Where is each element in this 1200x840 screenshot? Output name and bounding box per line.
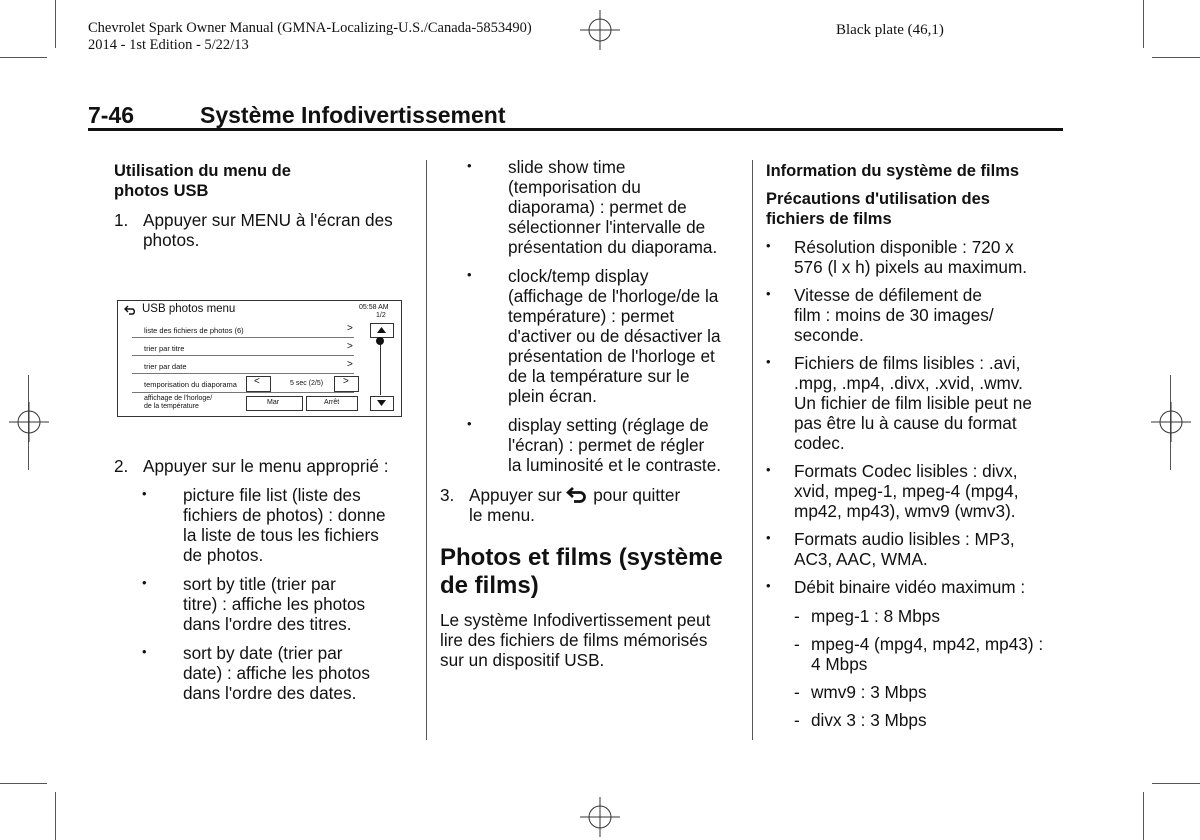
sub-list-item: - divx 3 : 3 Mbps <box>794 710 927 730</box>
crop-mark <box>1143 792 1144 840</box>
back-arrow-icon <box>124 305 137 315</box>
dash: - <box>794 710 800 730</box>
paragraph: Le système Infodivertissement peut lire des fichiers de films mémorisés sur un dispositif USB. <box>440 610 711 670</box>
list-item: • Vitesse de défilement de film : moins de 30 images/ seconde. <box>766 285 994 345</box>
edition-line: 2014 - 1st Edition - 5/22/13 <box>88 37 249 53</box>
crop-mark <box>1143 0 1144 48</box>
bullet: • <box>142 644 147 659</box>
sub-list-item: - mpeg-4 (mpg4, mp42, mp43) : 4 Mbps <box>794 634 1044 674</box>
list-item: • clock/temp display (affichage de l'horloge/de la température) : permet d'activer ou de désactiver la présentation de l'horloge et de la température sur le plein écran. <box>467 266 721 406</box>
dash: - <box>794 682 800 702</box>
bullet: • <box>766 578 771 593</box>
usb-photos-menu-screen <box>117 300 402 417</box>
menu-item-clock-temp: affichage de l'horloge/ de la température <box>144 395 213 410</box>
menu-item-photo-list[interactable]: liste des fichiers de photos (6) <box>144 326 244 335</box>
chevron-right-icon: > <box>347 341 353 352</box>
list-item: • slide show time (temporisation du diaporama) : permet de sélectionner l'intervalle de présentation du diaporama. <box>467 157 718 257</box>
bullet: • <box>467 158 472 173</box>
column-divider <box>752 160 753 740</box>
bullet: • <box>766 462 771 477</box>
list-item: • Formats audio lisibles : MP3, AC3, AAC, WMA. <box>766 529 1015 569</box>
sub-list-item: - mpeg-1 : 8 Mbps <box>794 606 940 626</box>
plate-label: Black plate (46,1) <box>836 22 944 38</box>
crop-mark <box>1152 57 1200 58</box>
bullet: • <box>142 486 147 501</box>
list-item: • sort by title (trier par titre) : affiche les photos dans l'ordre des titres. <box>142 574 366 634</box>
registration-mark-icon <box>9 402 49 442</box>
registration-mark-icon <box>580 797 620 837</box>
manual-title: Chevrolet Spark Owner Manual (GMNA-Localizing-U.S./Canada-5853490) <box>88 20 532 36</box>
section-title: Système Infodivertissement <box>200 102 506 128</box>
menu-item-sort-date[interactable]: trier par date <box>144 362 187 371</box>
bullet: • <box>142 575 147 590</box>
column-1 <box>114 161 414 250</box>
scroll-thumb[interactable] <box>376 337 384 345</box>
column-3 <box>766 161 1071 730</box>
list-item: • sort by date (trier par date) : affiche les photos dans l'ordre des dates. <box>142 643 370 703</box>
column-2 <box>440 157 745 670</box>
list-item: • Résolution disponible : 720 x 576 (l x h) pixels au maximum. <box>766 237 1028 277</box>
registration-mark-icon <box>1151 402 1191 442</box>
bullet: • <box>766 530 771 545</box>
step-1: 1. Appuyer sur MENU à l'écran des photos. <box>114 210 393 250</box>
section-number: 7-46 <box>88 102 135 128</box>
bullet: • <box>467 416 472 431</box>
screen-time: 05:58 AM <box>359 304 389 311</box>
chevron-right-icon: > <box>347 359 353 370</box>
heading-rule <box>88 128 1063 131</box>
scroll-track[interactable] <box>380 337 381 395</box>
section-heading: Photos et films (système de films) <box>440 544 723 599</box>
dash: - <box>794 634 800 654</box>
crop-mark <box>0 783 47 784</box>
list-item: • Formats Codec lisibles : divx, xvid, mpeg-1, mpeg-4 (mpg4, mp42, mp43), wmv9 (wmv3). <box>766 461 1019 521</box>
chevron-right-icon: > <box>347 323 353 334</box>
step-2: 2. Appuyer sur le menu approprié : <box>114 456 389 476</box>
list-item: • picture file list (liste des fichiers de photos) : donne la liste de tous les fichiers de photos. <box>142 485 386 565</box>
slideshow-value: 5 sec (2/5) <box>290 380 324 387</box>
subheading: Précautions d'utilisation des fichiers de films <box>766 190 990 228</box>
column-divider <box>426 160 427 740</box>
registration-mark-icon <box>580 10 620 50</box>
menu-item-sort-title[interactable]: trier par titre <box>144 344 185 353</box>
list-item: • display setting (réglage de l'écran) : permet de régler la luminosité et le contraste. <box>467 415 722 475</box>
back-arrow-icon <box>566 487 588 503</box>
bullet: • <box>467 267 472 282</box>
step-3: 3. Appuyer sur pour quitter le menu. <box>440 485 681 525</box>
print-header <box>88 20 532 54</box>
chevron-left-icon: < <box>254 376 260 387</box>
divider <box>132 337 354 338</box>
subheading: Utilisation du menu de photos USB <box>114 162 291 200</box>
list-item: • Fichiers de films lisibles : .avi, .mpg, .mp4, .divx, .xvid, .wmv. Un fichier de film lisible peut ne pas être lu à cause du format codec. <box>766 353 1032 453</box>
bullet: • <box>766 238 771 253</box>
step-number: 2. <box>114 456 129 476</box>
screen-title: USB photos menu <box>142 303 236 315</box>
crop-mark <box>0 57 47 58</box>
dash: - <box>794 606 800 626</box>
down-arrow-icon <box>377 400 386 406</box>
bullet: • <box>766 354 771 369</box>
list-item: • Débit binaire vidéo maximum : <box>766 577 1026 597</box>
up-arrow-icon <box>377 327 386 333</box>
clock-on-label: Mar <box>267 399 280 406</box>
column-1-continued <box>114 456 419 703</box>
step-number: 1. <box>114 210 129 230</box>
menu-item-slideshow-time: temporisation du diaporama <box>144 380 237 389</box>
divider <box>132 373 354 374</box>
crop-mark <box>1152 783 1200 784</box>
step-number: 3. <box>440 485 455 505</box>
crop-mark <box>55 792 56 840</box>
subheading: Information du système de films <box>766 162 1020 180</box>
bullet: • <box>766 286 771 301</box>
screen-page: 1/2 <box>376 312 386 319</box>
divider <box>132 355 354 356</box>
chevron-right-icon: > <box>343 376 349 387</box>
divider <box>132 392 354 393</box>
crop-mark <box>55 0 56 48</box>
sub-list-item: - wmv9 : 3 Mbps <box>794 682 927 702</box>
clock-off-label: Arrêt <box>324 399 340 406</box>
